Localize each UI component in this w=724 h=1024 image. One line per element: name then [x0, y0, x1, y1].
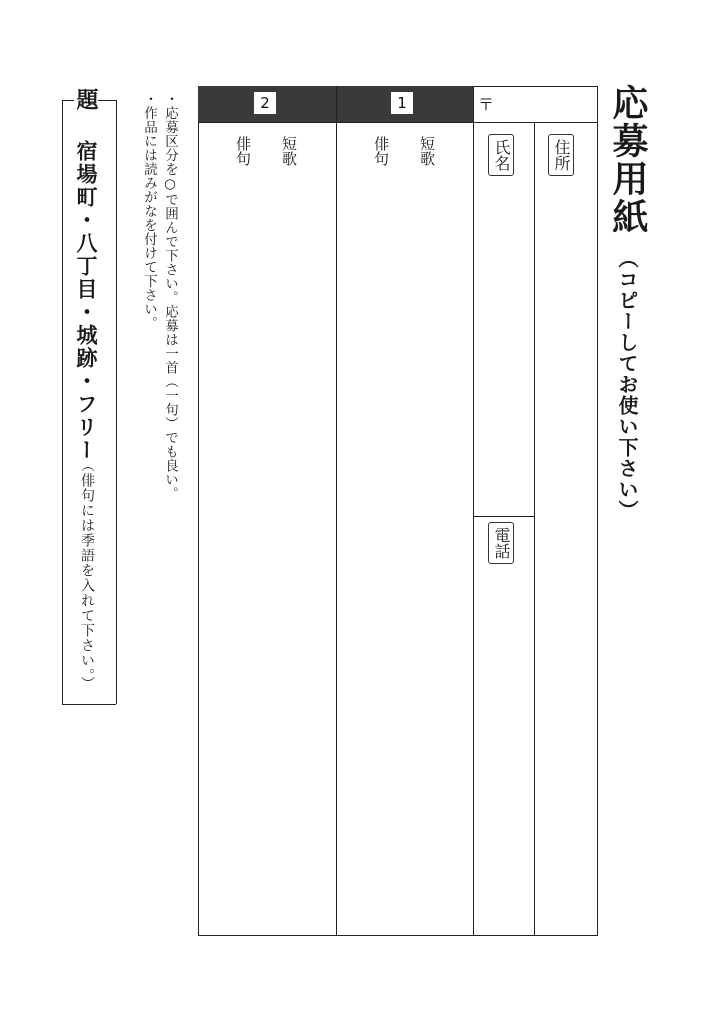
divider-entries	[336, 86, 337, 936]
instruction-line-1: ・応募区分を○で囲んで下さい。応募は一首（一句）でも良い。	[162, 92, 178, 501]
divider-entry-personal	[473, 86, 474, 936]
phone-field[interactable]	[475, 518, 533, 934]
name-phone-divider	[473, 516, 534, 517]
phone-label: 電話	[488, 522, 514, 564]
instruction-line-2: ・作品には読みがなを付けて下さい。	[141, 92, 157, 330]
header-underline	[198, 122, 598, 123]
form-title: 応募用紙	[607, 84, 649, 236]
theme-note: （俳句には季語を入れて下さい。）	[79, 458, 95, 691]
theme-items: 宿場町・八丁目・城跡・フリー	[74, 140, 99, 462]
name-field[interactable]	[475, 124, 533, 514]
entry-1-writing-area[interactable]	[338, 124, 472, 934]
entry-1-haiku-option[interactable]: 俳句	[372, 136, 390, 166]
address-field[interactable]	[536, 124, 596, 934]
theme-label: 題	[73, 88, 99, 110]
postal-mark: 〒	[478, 95, 495, 114]
entry-2-tanka-option[interactable]: 短歌	[280, 136, 298, 166]
entry-2-writing-area[interactable]	[200, 124, 334, 934]
address-label: 住所	[548, 134, 574, 176]
entry-2-haiku-option[interactable]: 俳句	[234, 136, 252, 166]
entry-number-2: 2	[254, 92, 276, 114]
entry-1-tanka-option[interactable]: 短歌	[418, 136, 436, 166]
form-subtitle: （コピーしてお使い下さい）	[615, 248, 639, 521]
entry-number-1: 1	[391, 92, 413, 114]
divider-address-name	[534, 122, 535, 936]
name-label: 氏名	[488, 134, 514, 176]
